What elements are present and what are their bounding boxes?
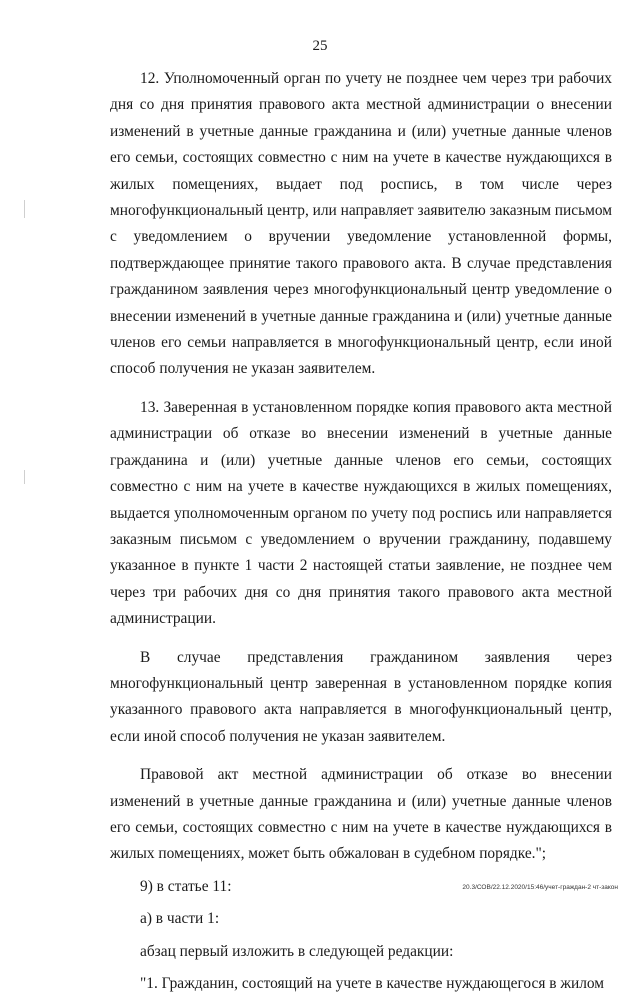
paragraph-part-1: а) в части 1: (140, 910, 220, 928)
paragraph-first-abzac: абзац первый изложить в следующей редакции: (140, 942, 454, 960)
scan-margin-mark (24, 200, 25, 218)
scan-margin-mark (24, 470, 25, 484)
paragraph-appeal: Правовой акт местной администрации об отказе во внесении изменений в учетные данные гражданина и (или) учетные данные членов его семьи, состоящих совместно с ним на учете в качестве нуждающихся в жилых помещениях, может быть обжалован в судебном порядке."; (110, 766, 612, 863)
paragraph-new-text: "1. Гражданин, состоящий на учете в качестве нуждающегося в жилом (140, 975, 605, 992)
page-number: 25 (312, 38, 328, 54)
paragraph-mfc: В случае представления гражданином заявления через многофункциональный центр заверенная в установленном порядке копия указанного правового акта направляется в многофункциональный центр, если иной способ получения не указан заявителем. (110, 648, 612, 745)
document-body (110, 66, 612, 997)
paragraph-13: 13. Заверенная в установленном порядке копия правового акта местной администрации об отказе во внесении изменений в учетные данные гражданина и (или) учетные данные членов его семьи, состоящих совместно с ним на учете в качестве нуждающихся в жилых помещениях, выдается уполномоченным органом по учету под роспись или направляется заказным письмом с уведомлением о вручении гражданину, подавшему указанное в пункте 1 части 2 настоящей статьи заявление, не позднее чем через три рабочих дня со дня принятия такого правового акта местной администрации. (110, 398, 612, 628)
paragraph-12: 12. Уполномоченный орган по учету не позднее чем через три рабочих дня со дня принятия правового акта местной администрации о внесении изменений в учетные данные гражданина и (или) учетные данные членов его семьи, состоящих совместно с ним на учете в качестве нуждающихся в жилых помещениях, выдает под роспись, в том числе через многофункциональный центр, или направляет заявителю заказным письмом с уведомлением о вручении уведомление установленной формы, подтверждающее принятие такого правового акта. В случае представления гражданином заявления через многофункциональный центр уведомление о внесении изменений в учетные данные гражданина и (или) учетные данные членов его семьи направляется в многофункциональный центр, если иной способ получения не указан заявителем. (110, 70, 612, 378)
document-footer-code: 20.3/СОВ/22.12.2020/15:46/учет-граждан-2 чт-закон (462, 884, 618, 891)
paragraph-article-11: 9) в статье 11: (140, 877, 232, 895)
